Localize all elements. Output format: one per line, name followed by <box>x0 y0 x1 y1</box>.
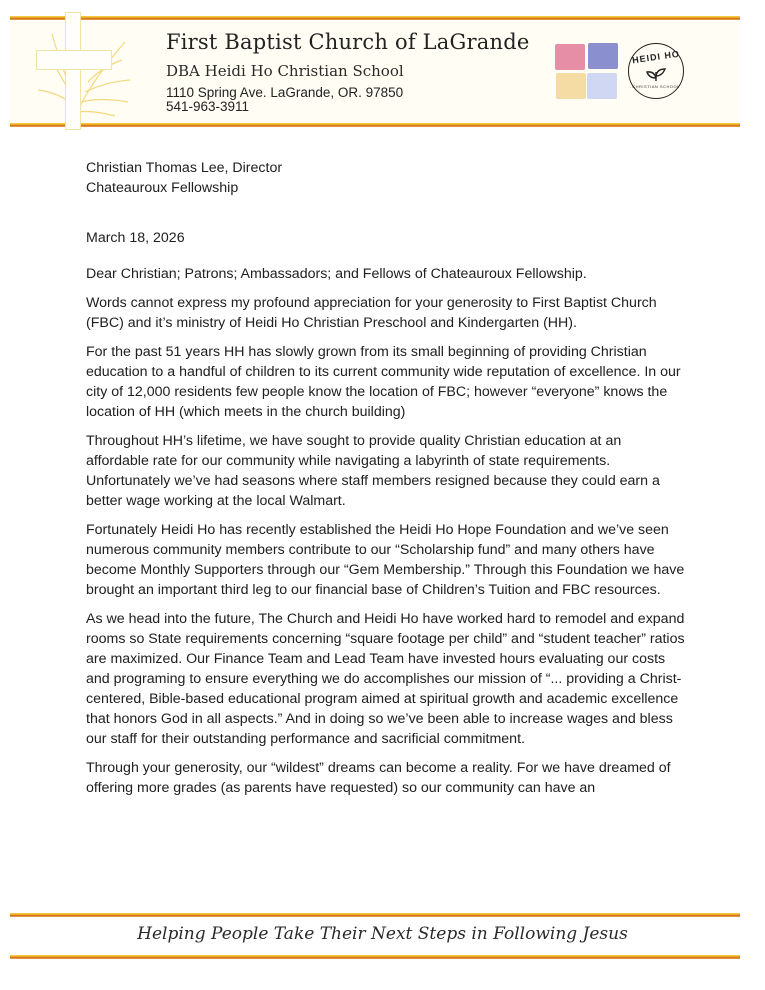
square-blue <box>588 43 618 69</box>
palm-branch-icon <box>30 12 140 130</box>
paragraph: For the past 51 years HH has slowly grown from its small beginning of providing Christian education to a handful of children to its current community wide reputation of excellence. In our city of 12,000 residents few people know the location of FBC; however “everyone” knows the location of HH (which meets in the church building) <box>86 344 681 420</box>
footer-tagline: Helping People Take Their Next Steps in Following Jesus <box>137 924 628 944</box>
letter-date: March 18, 2026 <box>86 230 185 246</box>
paragraph: Fortunately Heidi Ho has recently established the Heidi Ho Hope Foundation and we’ve seen numerous community members contribute to our “Scholarship fund” and many others have become Monthly Supporters through our “Gem Membership.” Through this Foundation we have brought an important third leg to our financial base of Children’s Tuition and FBC resources. <box>86 522 685 598</box>
paragraph: As we head into the future, The Church and Heidi Ho have worked hard to remodel and expand rooms so State requirements concerning “square footage per child” and “student teacher” ratios are maximized. Our Finance Team and Lead Team have invested hours evaluating our costs and programing to ensure everything we do accomplishes our mission of “... providing a Christ-centered, Bible-based educational program aimed at spiritual growth and academic excellence that honors God in all aspects.” And in doing so we’ve been able to increase wages and bless our staff for their outstanding performance and sacrificial commitment. <box>86 611 685 747</box>
square-light-blue <box>587 73 617 99</box>
color-squares-logo-icon <box>555 44 621 104</box>
cross-vertical <box>65 12 81 130</box>
square-yellow <box>556 73 586 99</box>
recipient-org: Chateauroux Fellowship <box>86 180 239 196</box>
greeting: Dear Christian; Patrons; Ambassadors; and Fellows of Chateauroux Fellowship. <box>86 266 587 282</box>
cross-logo-icon <box>30 12 140 130</box>
contact-block <box>166 86 403 114</box>
cross-horizontal <box>36 50 112 70</box>
church-name: First Baptist Church of LaGrande <box>166 30 530 54</box>
heidi-ho-badge-logo <box>628 43 684 99</box>
address: 1110 Spring Ave. LaGrande, OR. 97850 <box>166 85 404 100</box>
square-pink <box>555 44 585 70</box>
phone: 541-963-3911 <box>166 99 250 114</box>
badge-title: HEIDI HO <box>631 48 681 66</box>
recipient-block <box>86 158 686 198</box>
paragraph: Throughout HH’s lifetime, we have sought to provide quality Christian education at an affordable rate for our community while navigating a labyrinth of state requirements. Unfortunately we’ve had seasons where staff members resigned because they could earn a better wage working at the local Walmart. <box>86 433 660 509</box>
letter-body <box>86 158 686 798</box>
school-dba: DBA Heidi Ho Christian School <box>166 62 404 80</box>
recipient-name: Christian Thomas Lee, Director <box>86 160 283 176</box>
paragraph: Words cannot express my profound appreciation for your generosity to First Baptist Church (FBC) and it’s ministry of Heidi Ho Christian Preschool and Kindergarten (HH). <box>86 295 657 331</box>
footer-bottom-border <box>10 955 740 959</box>
footer-top-border <box>10 913 740 917</box>
badge-subtitle: CHRISTIAN SCHOOL <box>632 84 680 89</box>
paragraph: Through your generosity, our “wildest” dreams can become a reality. For we have dreamed of offering more grades (as parents have requested) so our community can have an <box>86 760 671 796</box>
sprout-icon <box>629 66 683 85</box>
